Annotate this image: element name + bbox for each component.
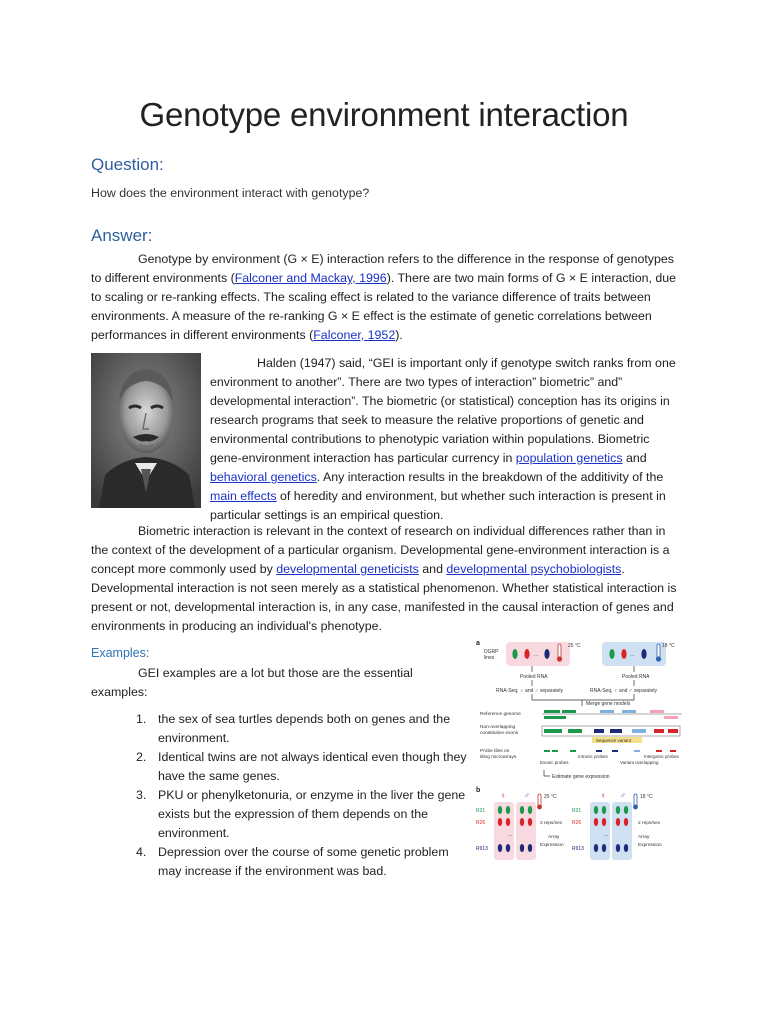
expression-label: Expression bbox=[540, 843, 564, 848]
reference-genome-label: Reference genome bbox=[480, 712, 521, 717]
list-text: Identical twins are not always identical even though they have the same genes. bbox=[158, 750, 467, 783]
text-run: of heredity and environment, but whether such interaction is present in particular settings is an empirical question. bbox=[210, 489, 666, 522]
array-label: Array bbox=[638, 835, 650, 840]
array-label: Array bbox=[548, 835, 560, 840]
portrait-photo bbox=[91, 353, 201, 508]
answer-paragraph-2 bbox=[210, 354, 680, 525]
intergenic-probes-label: Intergenic probes bbox=[644, 754, 679, 759]
figure-panel-b bbox=[476, 787, 662, 860]
text-run: Genotype by environment (G × E) interaction refers to the difference in the response of genotypes to different environments ( bbox=[91, 252, 674, 285]
answer-heading: Answer: bbox=[91, 226, 153, 245]
sequence-variant-label: Sequence variant bbox=[596, 738, 632, 743]
temp-label: 25 °C bbox=[544, 794, 557, 800]
link-population-genetics[interactable]: population genetics bbox=[515, 451, 623, 465]
temp-label: 25 °C bbox=[568, 643, 581, 649]
temp-label: 18 °C bbox=[640, 794, 653, 800]
text-run: . Developmental interaction is not seen merely as a statistical phenomenon. Whether statistical interaction is present or not, developmental interaction is, in any case, manifested in the causal interaction of genes and environments in producing an individual's phenotype. bbox=[91, 562, 677, 633]
female-symbol: ♀ bbox=[500, 791, 506, 800]
examples-list bbox=[91, 710, 469, 881]
line-r26-label: R26 bbox=[476, 820, 486, 826]
list-item bbox=[91, 786, 469, 843]
list-item bbox=[91, 843, 469, 881]
line-r21-label: R21 bbox=[476, 808, 486, 814]
text-run: Biometric interaction is relevant in the context of research on individual differences rather than in the context of the development of a particular organism. Developmental gene-environment interaction is a concept more commonly used by bbox=[91, 524, 670, 576]
lines-label: lines bbox=[484, 655, 495, 661]
ellipsis: ... bbox=[508, 832, 513, 838]
question-text: How does the environment interact with genotype? bbox=[91, 186, 370, 200]
text-run: ). There are two main forms of G × E interaction, due to scaling or re-ranking effects. The scaling effect is related to the variance difference of traits between environments. A measure of the re-ranking G × E effect is the estimate of genetic correlations between performances in different environments ( bbox=[91, 271, 677, 342]
panel-b-label: b bbox=[476, 787, 481, 794]
probe-tiles-label: Probe tiles on bbox=[480, 749, 510, 754]
list-text: the sex of sea turtles depends both on genes and the environment. bbox=[158, 712, 451, 745]
rnaseq-label: RNA-Seq, ♀ and ♂ separately bbox=[590, 688, 657, 694]
list-text: PKU or phenylketonuria, or enzyme in the liver the gene exists but the expression of them depends on the environment. bbox=[158, 788, 466, 840]
pink-rep-box bbox=[516, 802, 536, 860]
dgrp-label: DGRP bbox=[484, 649, 499, 655]
text-run: and bbox=[622, 451, 647, 465]
nonoverlapping-label: Non-overlapping bbox=[480, 725, 516, 730]
ellipsis: ... bbox=[630, 652, 635, 658]
line-r21-label: R21 bbox=[572, 808, 582, 814]
list-number: 4. bbox=[136, 845, 147, 859]
line-r913-label: R913 bbox=[572, 846, 584, 852]
text-run: Halden (1947) said, “GEI is important only if genotype switch ranks from one environment to another”. There are two types of interaction” biometric” and” developmental interaction”. The biometric (or statistical) conception has its origins in research programs that seek to measure the relative proportions of genetic and environmental contributions to phenotypic variation within populations. Biometric gene-environment interaction has particular currency in bbox=[210, 356, 676, 465]
exonic-probes-label: Exonic probes bbox=[540, 760, 569, 765]
list-number: 1. bbox=[136, 712, 147, 726]
blue-rep-box bbox=[590, 802, 610, 860]
line-r913-label: R913 bbox=[476, 846, 488, 852]
merge-label: Merge gene models bbox=[586, 701, 631, 707]
thermometer-icon bbox=[558, 644, 561, 658]
answer-paragraph-3 bbox=[91, 522, 683, 636]
reps-label: 2 reps/sex bbox=[638, 821, 661, 826]
pooled-rna-label: Pooled RNA bbox=[520, 674, 548, 680]
intronic-probes-label: Intronic probes bbox=[578, 754, 608, 759]
list-item bbox=[91, 710, 469, 748]
ellipsis: ... bbox=[604, 832, 609, 838]
temp-label: 18 °C bbox=[662, 643, 675, 649]
pink-rep-box bbox=[494, 802, 514, 860]
pooled-rna-label: Pooled RNA bbox=[622, 674, 650, 680]
question-heading: Question: bbox=[91, 155, 164, 174]
ellipsis: ... bbox=[534, 652, 539, 658]
thermometer-icon bbox=[657, 644, 660, 658]
answer-paragraph-1 bbox=[91, 250, 679, 345]
variant-overlapping-label: Variant overlapping bbox=[620, 760, 659, 765]
list-text: Depression over the course of some genetic problem may increase if the environment was bad. bbox=[158, 845, 449, 878]
link-main-effects[interactable]: main effects bbox=[210, 489, 277, 503]
panel-a-label: a bbox=[476, 640, 480, 647]
link-developmental-psychobiologists[interactable]: developmental psychobiologists bbox=[446, 562, 622, 576]
constitutive-exons-label: constitutive exons bbox=[480, 731, 519, 736]
male-symbol: ♂ bbox=[524, 791, 530, 800]
list-number: 2. bbox=[136, 750, 147, 764]
link-behavioral-genetics[interactable]: behavioral genetics bbox=[210, 470, 317, 484]
figure-panel-a bbox=[476, 640, 682, 780]
thermometer-icon bbox=[538, 794, 541, 806]
citation-link-falconer-mackay[interactable]: Falconer and Mackay, 1996 bbox=[234, 271, 387, 285]
gei-figure bbox=[472, 636, 684, 861]
expression-label: Expression bbox=[638, 843, 662, 848]
citation-link-falconer[interactable]: Falconer, 1952 bbox=[313, 328, 396, 342]
list-number: 3. bbox=[136, 788, 147, 802]
rnaseq-label: RNA-Seq, ♀ and ♂ separately bbox=[496, 688, 563, 694]
text-run: . Any interaction results in the breakdown of the additivity of the bbox=[316, 470, 664, 484]
reps-label: 2 reps/sex bbox=[540, 821, 563, 826]
blue-rep-box bbox=[612, 802, 632, 860]
probe-row bbox=[544, 750, 676, 752]
examples-intro bbox=[91, 664, 421, 702]
page-title: Genotype environment interaction bbox=[139, 96, 629, 133]
text-run: GEI examples are a lot but those are the essential examples: bbox=[91, 666, 413, 699]
thermometer-icon bbox=[634, 794, 637, 806]
list-item bbox=[91, 748, 469, 786]
link-developmental-geneticists[interactable]: developmental geneticists bbox=[276, 562, 419, 576]
female-symbol: ♀ bbox=[600, 791, 606, 800]
text-run: ). bbox=[395, 328, 403, 342]
male-symbol: ♂ bbox=[620, 791, 626, 800]
examples-heading: Examples: bbox=[91, 646, 150, 660]
tiling-microarrays-label: tiling microarrays bbox=[480, 755, 517, 760]
estimate-label: Estimate gene expression bbox=[552, 774, 610, 780]
line-r26-label: R26 bbox=[572, 820, 582, 826]
text-run: and bbox=[418, 562, 447, 576]
